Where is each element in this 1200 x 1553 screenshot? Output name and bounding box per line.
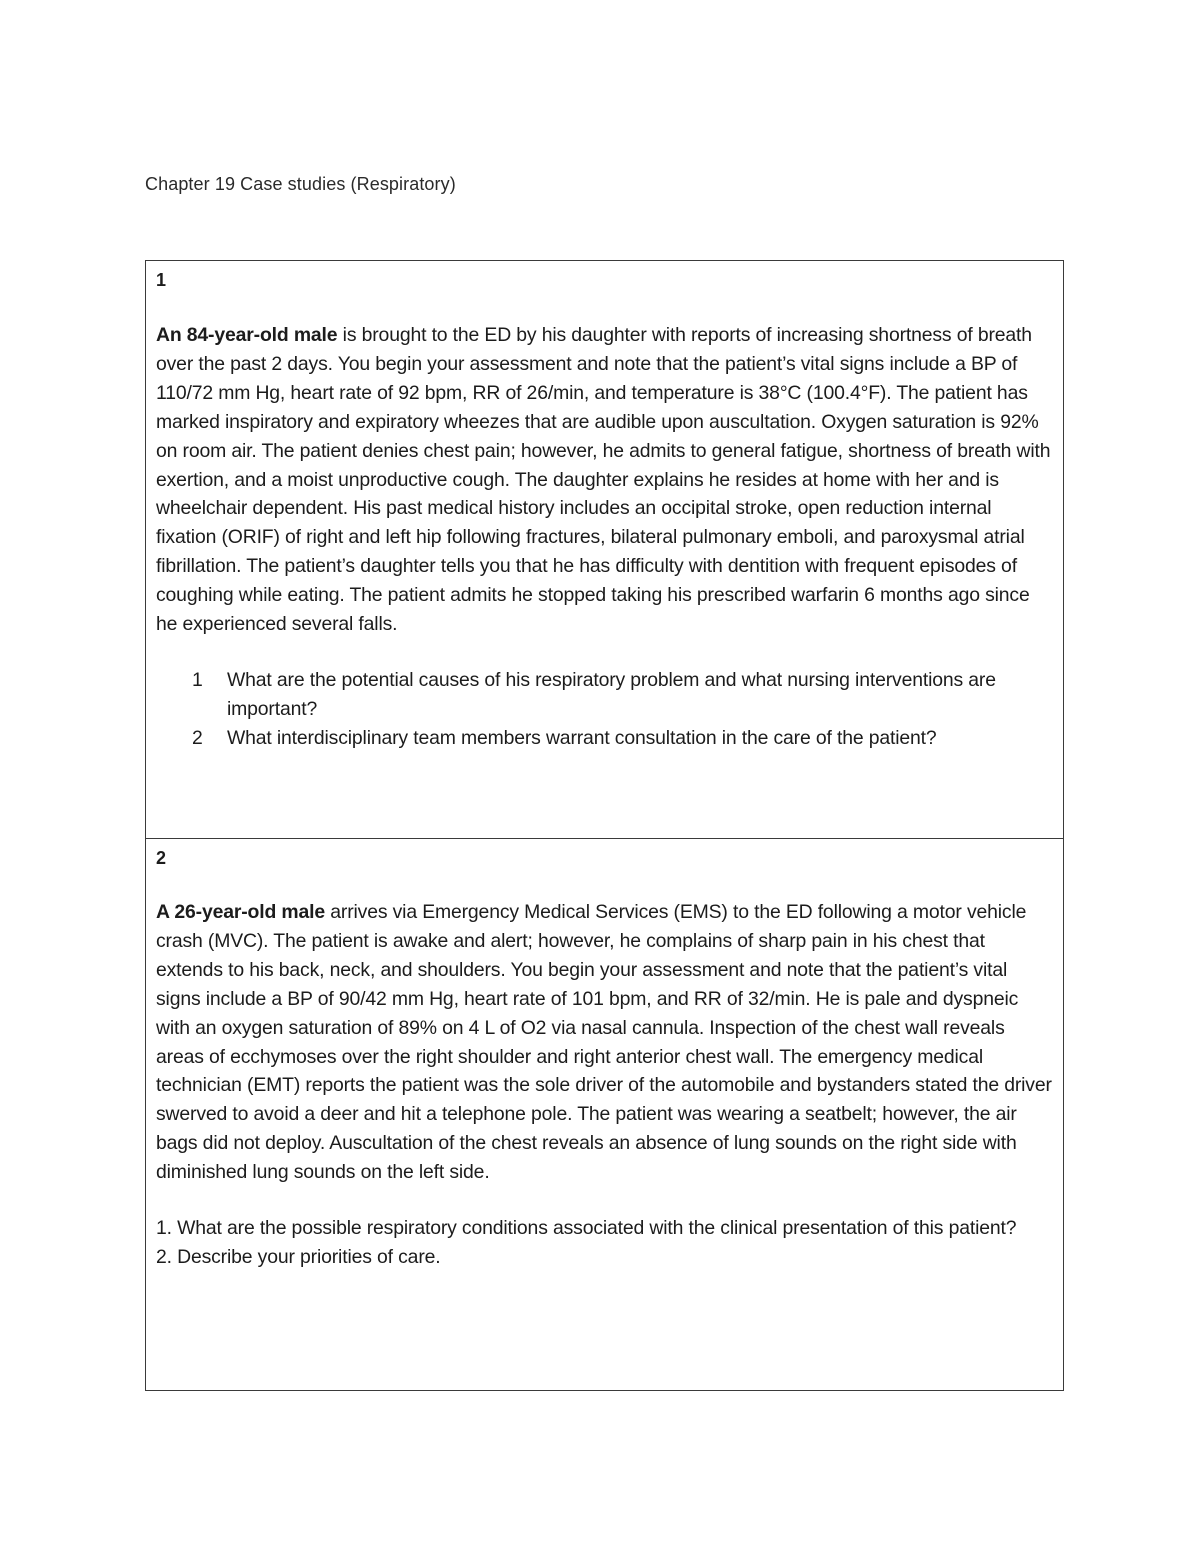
question-list: [156, 1214, 1055, 1272]
case-cell-1: [146, 261, 1063, 839]
case-studies-table: [145, 260, 1064, 1391]
question-number: 1: [192, 668, 203, 691]
page-title: Chapter 19 Case studies (Respiratory): [145, 174, 456, 194]
case-lead-bold: A 26-year-old male: [156, 901, 326, 923]
case-number: 1: [156, 270, 167, 290]
case-lead-bold: An 84-year-old male: [156, 324, 338, 346]
question-item: [156, 724, 1055, 753]
question-text: 2. Describe your priorities of care.: [156, 1246, 441, 1269]
case-number: 2: [156, 848, 167, 868]
question-number: 2: [192, 726, 203, 749]
question-text: 1. What are the possible respiratory conditions associated with the clinical presentation of this patient?: [156, 1217, 1017, 1240]
question-text: What are the potential causes of his respiratory problem and what nursing interventions are important?: [227, 668, 996, 720]
case-narrative-text: arrives via Emergency Medical Services (EMS) to the ED following a motor vehicle crash (MVC). The patient is awake and alert; however, he complains of sharp pain in his chest that extends to his back, neck, and shoulders. You begin your assessment and note that the patient’s vital signs include a BP of 90/42 mm Hg, heart rate of 101 bpm, and RR of 32/min. He is pale and dyspneic with an oxygen saturation of 89% on 4 L of O2 via nasal cannula. Inspection of the chest wall reveals areas of ecchymoses over the right shoulder and right anterior chest wall. The emergency medical technician (EMT) reports the patient was the sole driver of the automobile and bystanders stated the driver swerved to avoid a deer and hit a telephone pole. The patient was wearing a seatbelt; however, the air bags did not deploy. Auscultation of the chest reveals an absence of lung sounds on the right side with diminished lung sounds on the left side.: [156, 901, 1052, 1184]
question-list: [156, 666, 1055, 753]
case-narrative: [156, 898, 1055, 1187]
case-narrative-text: is brought to the ED by his daughter with reports of increasing shortness of breath over the past 2 days. You begin your assessment and note that the patient’s vital signs include a BP of 110/72 mm Hg, heart rate of 92 bpm, RR of 26/min, and temperature is 38°C (100.4°F). The patient has marked inspiratory and expiratory wheezes that are audible upon auscultation. Oxygen saturation is 92% on room air. The patient denies chest pain; however, he admits to general fatigue, shortness of breath with exertion, and a moist unproductive cough. The daughter explains he resides at home with her and is wheelchair dependent. His past medical history includes an occipital stroke, open reduction internal fixation (ORIF) of right and left hip following fractures, bilateral pulmonary emboli, and paroxysmal atrial fibrillation. The patient’s daughter tells you that he has difficulty with dentition with frequent episodes of coughing while eating. The patient admits he stopped taking his prescribed warfarin 6 months ago since he experienced several falls.: [156, 324, 1051, 636]
question-text: What interdisciplinary team members warrant consultation in the care of the patient?: [227, 726, 937, 749]
question-item: [156, 666, 1055, 724]
case-cell-2: [146, 839, 1063, 1390]
case-narrative: [156, 321, 1055, 639]
